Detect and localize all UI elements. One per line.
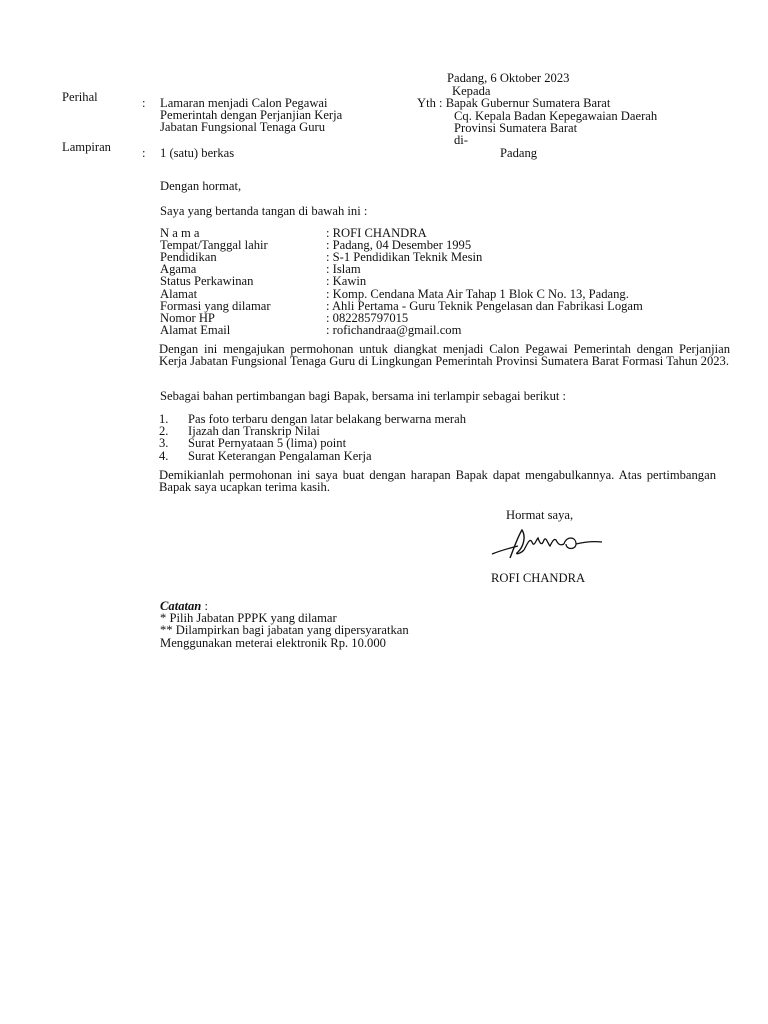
note-line-2: ** Dilampirkan bagi jabatan yang dipersyaratkan [160, 623, 409, 638]
field-label: N a m a [160, 226, 200, 240]
lampiran-label: Lampiran [62, 140, 111, 154]
recipient-city: Padang [500, 146, 538, 160]
list-item-number: 3. [159, 436, 169, 450]
list-item-text: Ijazah dan Transkrip Nilai [188, 424, 320, 438]
field-value: : rofichandraa@gmail.com [326, 323, 462, 337]
lampiran-colon: : [142, 146, 146, 160]
notes-title-colon: : [201, 599, 208, 613]
perihal-line-3: Jabatan Fungsional Tenaga Guru [160, 120, 326, 135]
field-label: Tempat/Tanggal lahir [160, 238, 268, 252]
field-value: : Padang, 04 Desember 1995 [326, 238, 472, 252]
perihal-value [160, 97, 342, 134]
field-label: Alamat Email [160, 323, 231, 337]
field-label: Alamat [160, 287, 198, 301]
closing-paragraph: Demikianlah permohonan ini saya buat dengan harapan Bapak dapat mengabulkannya. Atas pertimbangan Bapak saya ucapkan terima kasih. [159, 468, 716, 495]
field-value: : S-1 Pendidikan Teknik Mesin [326, 250, 483, 264]
note-line-3: Menggunakan meterai elektronik Rp. 10.000 [160, 635, 386, 650]
field-label: Agama [160, 262, 197, 276]
field-value: : Islam [326, 262, 361, 276]
notes-title: Catatan [160, 599, 202, 613]
field-value: : Kawin [326, 274, 367, 288]
list-item-number: 2. [159, 424, 169, 438]
recipient-line-1 [417, 97, 610, 109]
list-item-text: Surat Pernyataan 5 (lima) point [188, 436, 347, 450]
recipient-line-2: Cq. Kepala Badan Kepegawaian Daerah [454, 109, 658, 123]
field-value: : Ahli Pertama - Guru Teknik Pengelasan dan Fabrikasi Logam [326, 299, 643, 313]
field-value: : 082285797015 [326, 311, 409, 325]
list-item-text: Pas foto terbaru dengan latar belakang berwarna merah [188, 412, 466, 426]
body-paragraph: Dengan ini mengajukan permohonan untuk diangkat menjadi Calon Pegawai Pemerintah dengan Perjanjian Kerja Jabatan Fungsional Tenaga Guru di Lingkungan Pemerintah Provinsi Sumatera Barat Formasi Tahun 2023. [159, 342, 730, 369]
greeting: Dengan hormat, [160, 179, 242, 193]
attachments-intro: Sebagai bahan pertimbangan bagi Bapak, bersama ini terlampir sebagai berikut : [160, 389, 567, 403]
list-item-number: 1. [159, 412, 169, 426]
signature-image [488, 524, 608, 564]
recipient-line-3: Provinsi Sumatera Barat [454, 121, 578, 135]
perihal-line-2: Pemerintah dengan Perjanjian Kerja [160, 108, 343, 123]
recipient-name: Bapak Gubernur Sumatera Barat [445, 96, 611, 110]
perihal-label: Perihal [62, 90, 98, 104]
perihal-colon: : [142, 96, 146, 110]
field-label: Nomor HP [160, 311, 215, 325]
field-label: Status Perkawinan [160, 274, 254, 288]
intro-text: Saya yang bertanda tangan di bawah ini : [160, 204, 368, 218]
field-value: : ROFI CHANDRA [326, 226, 427, 240]
note-line-1: * Pilih Jabatan PPPK yang dilamar [160, 611, 337, 626]
field-label: Pendidikan [160, 250, 217, 264]
signature-name: ROFI CHANDRA [491, 571, 586, 585]
notes-section [160, 600, 409, 649]
signature-icon [488, 524, 608, 564]
recipient-prefix: Yth : [417, 96, 446, 110]
list-item-number: 4. [159, 449, 169, 463]
perihal-line-1: Lamaran menjadi Calon Pegawai [160, 96, 328, 110]
field-value: : Komp. Cendana Mata Air Tahap 1 Blok C No. 13, Padang. [326, 287, 629, 301]
signoff: Hormat saya, [506, 508, 574, 522]
list-item-text: Surat Keterangan Pengalaman Kerja [188, 449, 372, 463]
lampiran-value: 1 (satu) berkas [160, 146, 235, 160]
field-label: Formasi yang dilamar [160, 299, 271, 313]
place-date: Padang, 6 Oktober 2023 [447, 71, 570, 85]
recipient-line-4: di- [454, 133, 468, 147]
kepada-label: Kepada [452, 84, 491, 98]
